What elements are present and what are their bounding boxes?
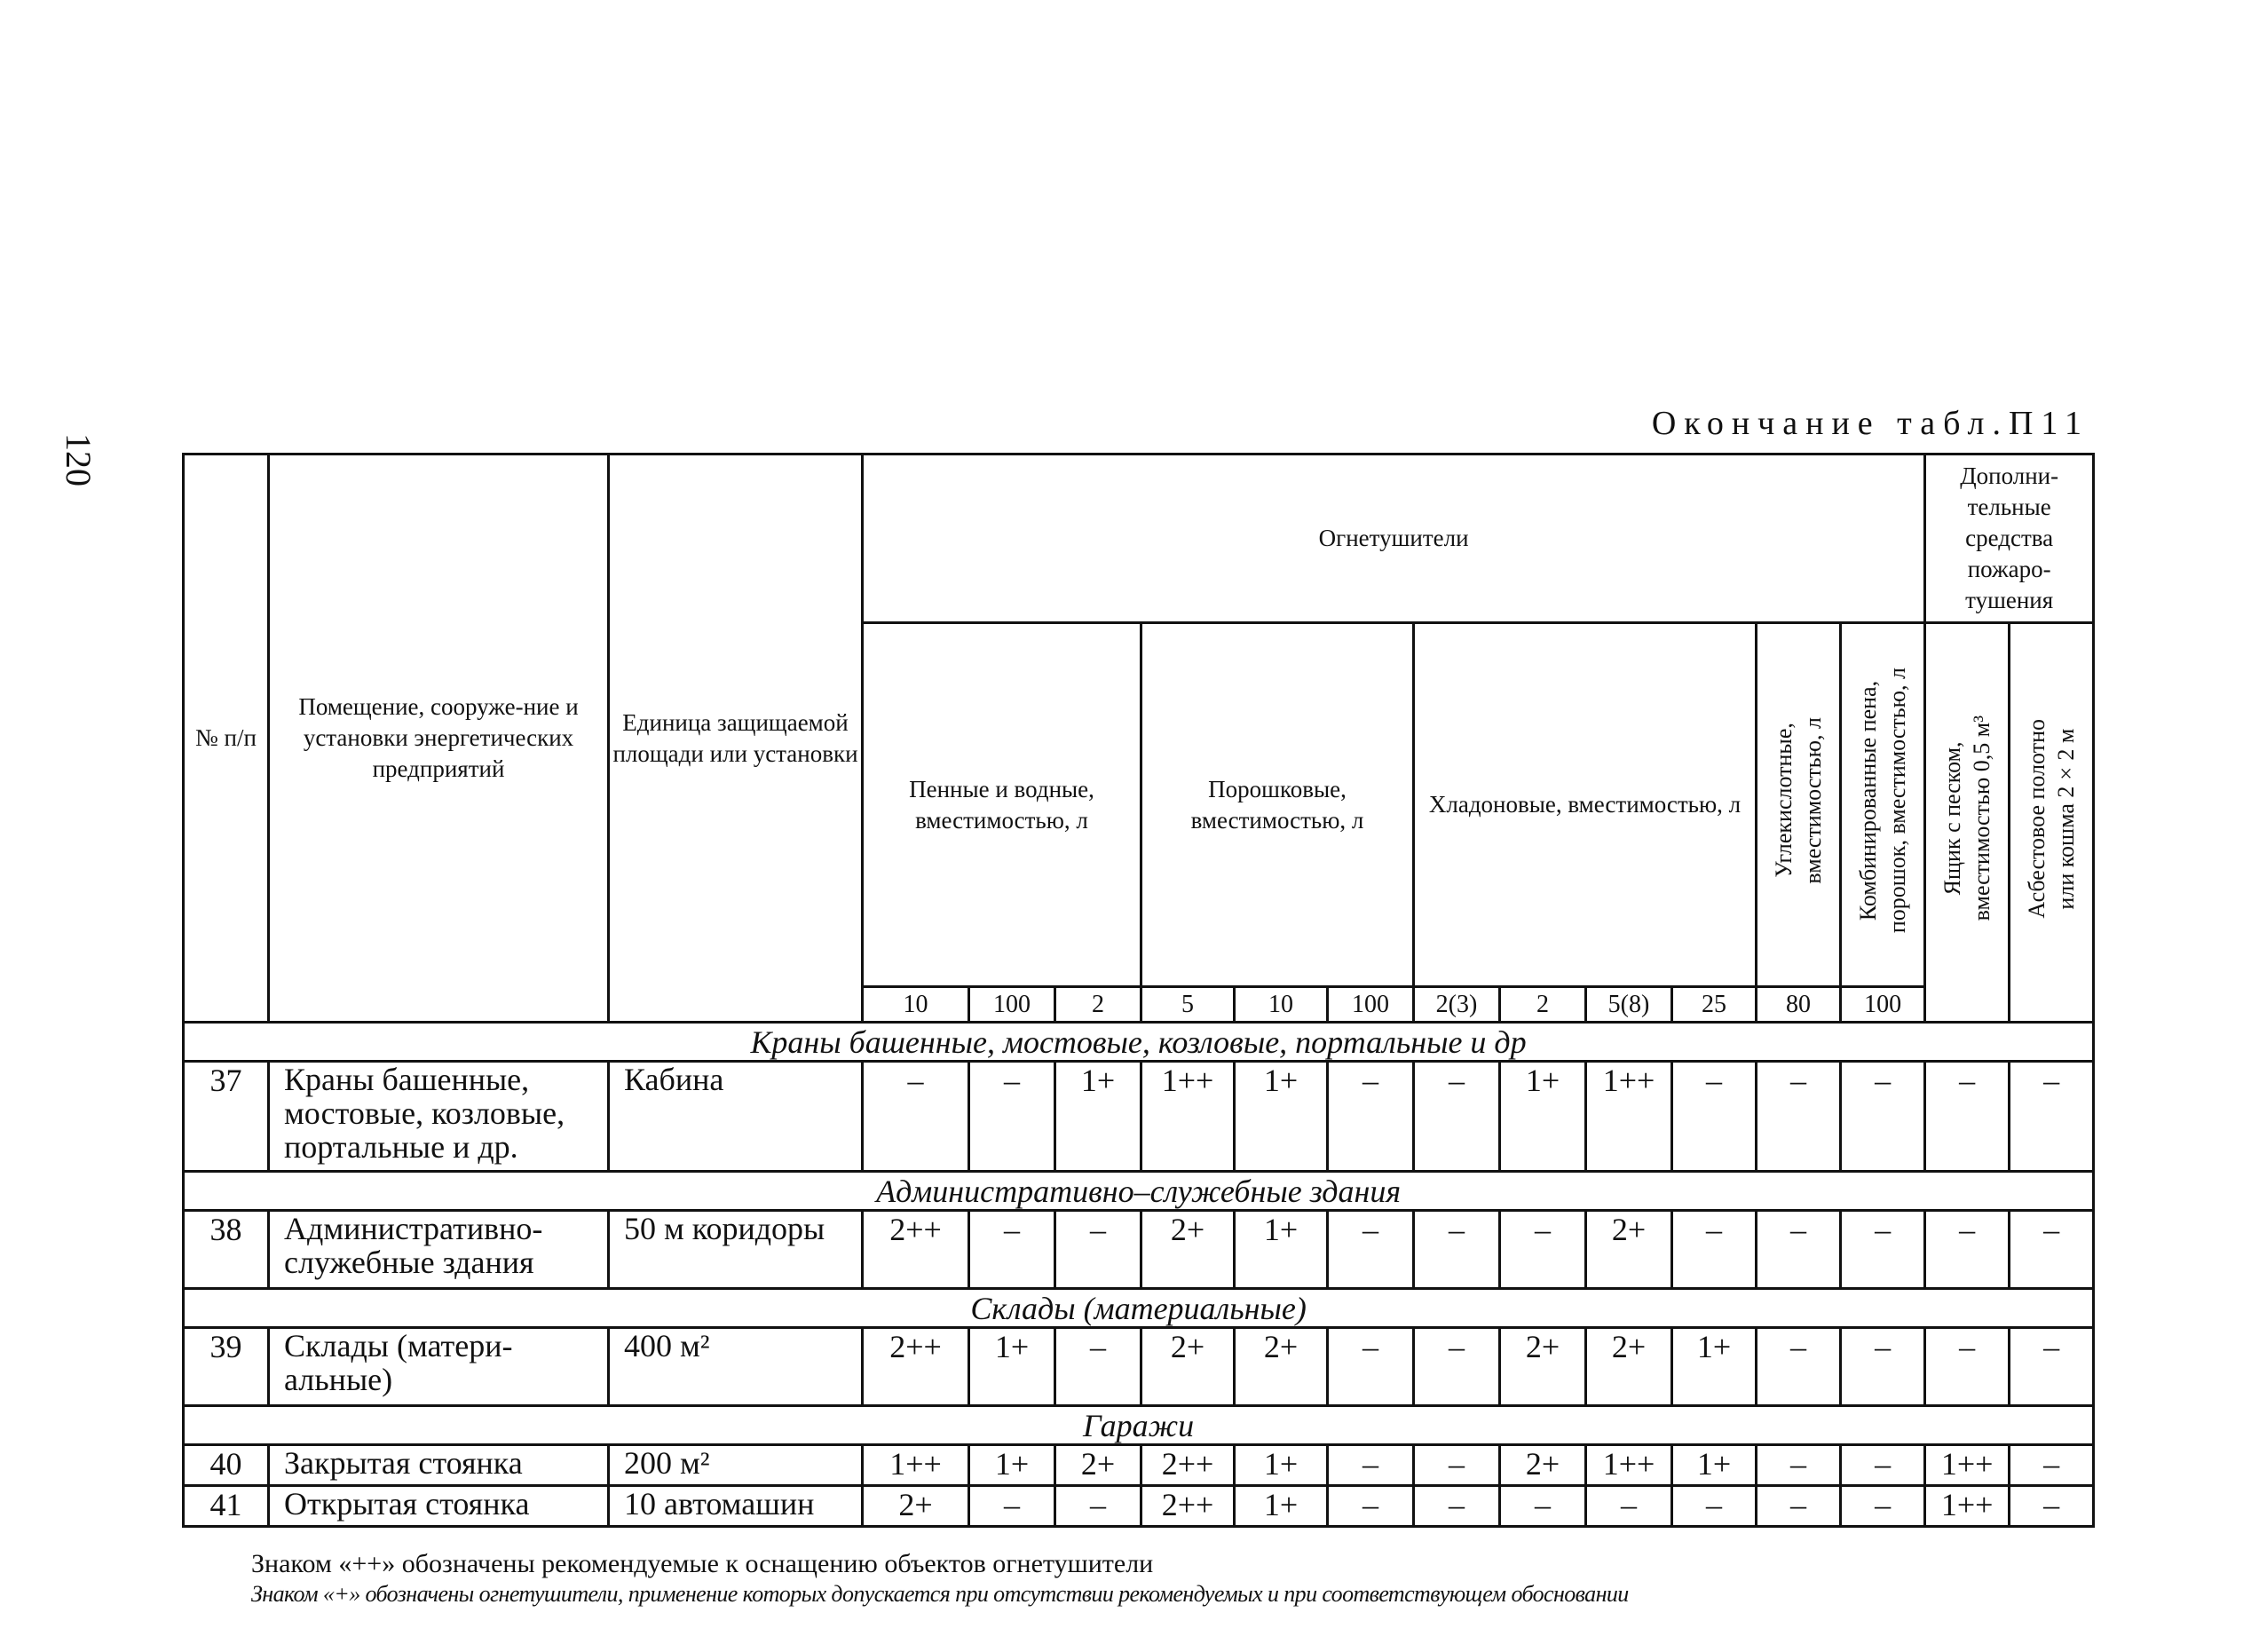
header-sandbox-line2: вместимостью 0,5 м³: [1969, 715, 1995, 921]
value-cell: –: [1328, 1486, 1414, 1527]
table-row: [184, 1062, 2094, 1172]
header-co2-line2: вместимостью, л: [1800, 717, 1826, 884]
row-premises-name: Краны башенные, мостовые, козловые, портальные и др.: [269, 1062, 609, 1172]
value-cell: –: [1586, 1486, 1672, 1527]
value-cell: 2++: [863, 1328, 969, 1406]
row-premises-name: Закрытая стоянка: [269, 1445, 609, 1486]
value-cell: –: [1328, 1211, 1414, 1289]
capacity-cell: 5(8): [1586, 987, 1672, 1023]
row-premises-name: Административно-служебные здания: [269, 1211, 609, 1289]
section-row: [184, 1406, 2094, 1445]
header-blanket: [2010, 623, 2094, 1023]
value-cell: 1++: [1586, 1445, 1672, 1486]
row-number: 41: [184, 1486, 269, 1527]
capacity-cell: 100: [969, 987, 1055, 1023]
section-row: [184, 1023, 2094, 1062]
capacity-cell: 100: [1841, 987, 1925, 1023]
value-cell: –: [1414, 1486, 1500, 1527]
section-row: [184, 1289, 2094, 1328]
value-cell: 1+: [1235, 1445, 1328, 1486]
value-cell: –: [1757, 1445, 1841, 1486]
value-cell: –: [1841, 1445, 1925, 1486]
value-cell: –: [1757, 1062, 1841, 1172]
value-cell: –: [1414, 1445, 1500, 1486]
value-cell: –: [969, 1211, 1055, 1289]
value-cell: –: [1841, 1062, 1925, 1172]
value-cell: 1+: [1235, 1211, 1328, 1289]
value-cell: –: [1055, 1486, 1141, 1527]
header-combined: [1841, 623, 1925, 987]
value-cell: 1++: [1141, 1062, 1235, 1172]
value-cell: –: [863, 1062, 969, 1172]
header-no: № п/п: [184, 454, 269, 1023]
value-cell: –: [1414, 1211, 1500, 1289]
header-powder: Порошковые, вместимостью, л: [1141, 623, 1414, 987]
header-halon: Хладоновые, вместимостью, л: [1414, 623, 1757, 987]
value-cell: 2+: [1235, 1328, 1328, 1406]
section-title: Гаражи: [184, 1406, 2094, 1445]
value-cell: 2++: [1141, 1445, 1235, 1486]
value-cell: 2+: [863, 1486, 969, 1527]
capacity-cell: 2(3): [1414, 987, 1500, 1023]
value-cell: –: [2010, 1486, 2094, 1527]
value-cell: 1+: [969, 1445, 1055, 1486]
table-row: [184, 1328, 2094, 1406]
value-cell: –: [1757, 1211, 1841, 1289]
capacity-cell: 100: [1328, 987, 1414, 1023]
value-cell: 2+: [1500, 1445, 1586, 1486]
value-cell: 2+: [1055, 1445, 1141, 1486]
value-cell: –: [1757, 1328, 1841, 1406]
value-cell: –: [1672, 1486, 1757, 1527]
value-cell: –: [1841, 1486, 1925, 1527]
header-blanket-line2: или кошма 2×2 м: [2053, 728, 2080, 909]
value-cell: –: [969, 1486, 1055, 1527]
row-protected-unit: 10 автомашин: [609, 1486, 863, 1527]
footnotes: [251, 1548, 1629, 1609]
value-cell: 1+: [1672, 1328, 1757, 1406]
row-protected-unit: 50 м коридоры: [609, 1211, 863, 1289]
value-cell: –: [1500, 1211, 1586, 1289]
capacity-cell: 25: [1672, 987, 1757, 1023]
value-cell: –: [1414, 1062, 1500, 1172]
value-cell: –: [1055, 1211, 1141, 1289]
value-cell: 2++: [863, 1211, 969, 1289]
value-cell: 2+: [1586, 1211, 1672, 1289]
page-number: 120: [59, 433, 99, 486]
footnote-recommended: Знаком «++» обозначены рекомендуемые к оснащению объектов огнетушители: [251, 1549, 1154, 1578]
value-cell: –: [1672, 1211, 1757, 1289]
header-premises: Помещение, сооруже-ние и установки энергетических предприятий: [269, 454, 609, 1023]
value-cell: 2+: [1500, 1328, 1586, 1406]
value-cell: 1+: [969, 1328, 1055, 1406]
value-cell: –: [1055, 1328, 1141, 1406]
row-protected-unit: 200 м²: [609, 1445, 863, 1486]
header-foam-water: Пенные и водные, вместимостью, л: [863, 623, 1141, 987]
value-cell: –: [1500, 1486, 1586, 1527]
footnote-permitted: Знаком «+» обозначены огнетушители, применение которых допускается при отсутствии рекомендуемых и при соответствующем обосновании: [251, 1581, 1629, 1607]
value-cell: –: [1328, 1062, 1414, 1172]
value-cell: 1+: [1672, 1445, 1757, 1486]
value-cell: –: [1328, 1328, 1414, 1406]
value-cell: –: [969, 1062, 1055, 1172]
value-cell: –: [1925, 1211, 2010, 1289]
table-caption: Окончание табл.П11: [1651, 405, 2089, 442]
value-cell: 1++: [1925, 1445, 2010, 1486]
value-cell: 2+: [1586, 1328, 1672, 1406]
capacity-cell: 10: [1235, 987, 1328, 1023]
header-additional-means: Дополни-тельные средства пожаро-тушения: [1925, 454, 2094, 623]
header-co2: [1757, 623, 1841, 987]
value-cell: 1+: [1500, 1062, 1586, 1172]
table-header: [184, 454, 2094, 1023]
value-cell: –: [2010, 1062, 2094, 1172]
row-premises-name: Открытая стоянка: [269, 1486, 609, 1527]
section-row: [184, 1172, 2094, 1211]
value-cell: –: [2010, 1211, 2094, 1289]
header-sandbox: [1925, 623, 2010, 1023]
value-cell: –: [1925, 1062, 2010, 1172]
row-number: 38: [184, 1211, 269, 1289]
header-blanket-line1: Асбестовое полотно: [2024, 718, 2050, 919]
row-premises-name: Склады (матери-альные): [269, 1328, 609, 1406]
extinguisher-table: [182, 453, 2095, 1528]
table-row: [184, 1445, 2094, 1486]
capacity-cell: 5: [1141, 987, 1235, 1023]
capacity-cell: 80: [1757, 987, 1841, 1023]
header-sandbox-line1: Ящик с песком,: [1939, 741, 1966, 896]
value-cell: –: [1841, 1328, 1925, 1406]
row-number: 39: [184, 1328, 269, 1406]
value-cell: 1++: [1586, 1062, 1672, 1172]
section-title: Административно–служебные здания: [184, 1172, 2094, 1211]
value-cell: 1++: [863, 1445, 969, 1486]
section-title: Краны башенные, мостовые, козловые, портальные и др: [184, 1023, 2094, 1062]
table-row: [184, 1486, 2094, 1527]
row-protected-unit: Кабина: [609, 1062, 863, 1172]
value-cell: 2++: [1141, 1486, 1235, 1527]
header-unit: Единица защищаемой площади или установки: [609, 454, 863, 1023]
row-number: 40: [184, 1445, 269, 1486]
value-cell: 2+: [1141, 1211, 1235, 1289]
capacity-cell: 2: [1055, 987, 1141, 1023]
header-combined-line2: порошок, вместимостью, л: [1884, 668, 1911, 934]
table-row: [184, 1211, 2094, 1289]
value-cell: –: [1328, 1445, 1414, 1486]
section-title: Склады (материальные): [184, 1289, 2094, 1328]
header-extinguishers: Огнетушители: [863, 454, 1925, 623]
value-cell: –: [1841, 1211, 1925, 1289]
value-cell: 2+: [1141, 1328, 1235, 1406]
value-cell: –: [2010, 1445, 2094, 1486]
value-cell: –: [2010, 1328, 2094, 1406]
header-co2-line1: Углекислотные,: [1771, 723, 1797, 879]
table-body: [184, 1023, 2094, 1527]
capacity-cell: 10: [863, 987, 969, 1023]
value-cell: –: [1414, 1328, 1500, 1406]
header-combined-line1: Комбинированные пена,: [1855, 680, 1882, 921]
capacity-cell: 2: [1500, 987, 1586, 1023]
value-cell: 1+: [1235, 1486, 1328, 1527]
value-cell: –: [1925, 1328, 2010, 1406]
row-number: 37: [184, 1062, 269, 1172]
value-cell: 1++: [1925, 1486, 2010, 1527]
value-cell: 1+: [1235, 1062, 1328, 1172]
row-protected-unit: 400 м²: [609, 1328, 863, 1406]
value-cell: –: [1672, 1062, 1757, 1172]
value-cell: –: [1757, 1486, 1841, 1527]
value-cell: 1+: [1055, 1062, 1141, 1172]
